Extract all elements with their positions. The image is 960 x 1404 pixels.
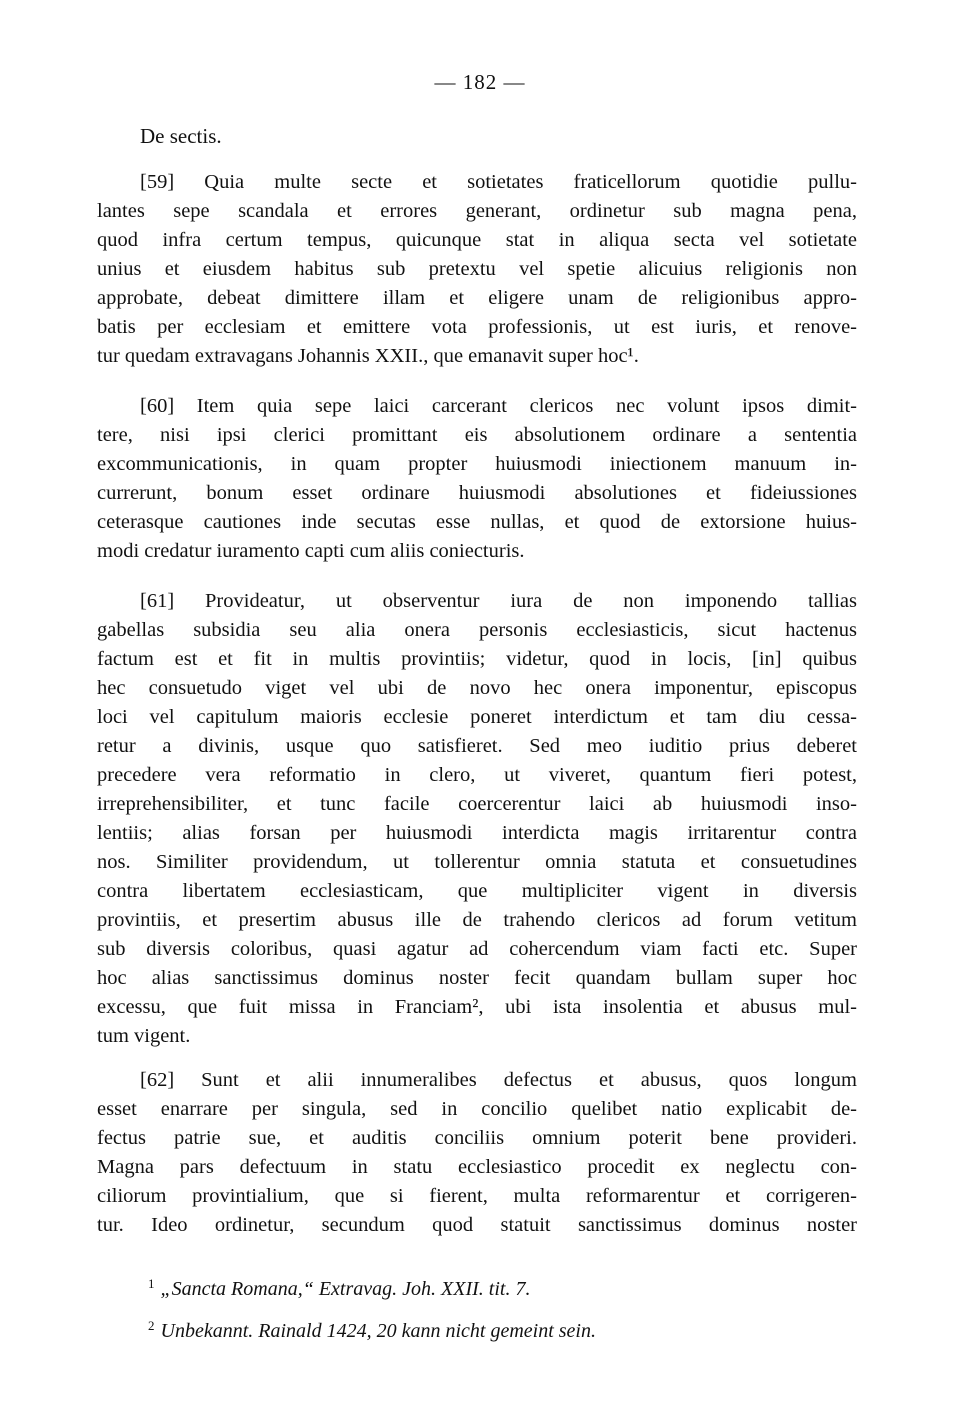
text-line: tur quedam extravagans Johannis XXII., que emanavit super hoc¹. bbox=[97, 345, 639, 367]
text-line: retur a divinis, usque quo satisfieret. Sed meo iuditio prius deberet bbox=[97, 735, 857, 757]
text-line: lantes sepe scandala et errores generant, ordinetur sub magna pena, bbox=[97, 200, 857, 222]
text-line: hoc alias sanctissimus dominus noster fecit quandam bullam super hoc bbox=[97, 967, 857, 989]
text-line: [62] Sunt et alii innumeralibes defectus et abusus, quos longum bbox=[140, 1069, 857, 1091]
text-line: esset enarrare per singula, sed in concilio quelibet natio explicabit de- bbox=[97, 1098, 857, 1120]
text-line: batis per ecclesiam et emittere vota professionis, ut est iuris, et renove- bbox=[97, 316, 857, 338]
text-line: provintiis, et presertim abusus ille de trahendo clericos ad forum vetitum bbox=[97, 909, 857, 931]
text-line: [60] Item quia sepe laici carcerant clericos nec volunt ipsos dimit- bbox=[140, 395, 857, 417]
text-line: modi credatur iuramento capti cum aliis coniecturis. bbox=[97, 540, 525, 562]
text-line: sub diversis coloribus, quasi agatur ad cohercendum viam facti etc. Super bbox=[97, 938, 857, 960]
text-line: tere, nisi ipsi clerici promittant eis absolutionem ordinare a sententia bbox=[97, 424, 857, 446]
text-line: nos. Similiter providendum, ut tollerentur omnia statuta et consuetudines bbox=[97, 851, 857, 873]
footnote-mark: 2 bbox=[148, 1318, 155, 1333]
footnote bbox=[148, 1270, 848, 1298]
text-line: tum vigent. bbox=[97, 1025, 191, 1047]
footnote-text: „Sancta Romana,“ Extravag. Joh. XXII. tit. 7. bbox=[160, 1278, 531, 1300]
text-line: excessu, que fuit missa in Franciam², ubi ista insolentia et abusus mul- bbox=[97, 996, 857, 1018]
section-heading: De sectis. bbox=[140, 124, 222, 148]
text-line: hec consuetudo viget vel ubi de novo hec onera imponentur, episcopus bbox=[97, 677, 857, 699]
text-line: Magna pars defectuum in statu ecclesiastico procedit ex neglectu con- bbox=[97, 1156, 857, 1178]
text-line: [61] Provideatur, ut observentur iura de non imponendo tallias bbox=[140, 590, 857, 612]
text-line: excommunicationis, in quam propter huiusmodi iniectionem manuum in- bbox=[97, 453, 857, 475]
text-line: irreprehensibiliter, et tunc facile coercerentur laici ab huiusmodi inso- bbox=[97, 793, 857, 815]
footnote bbox=[148, 1312, 848, 1340]
footnote-text: Unbekannt. Rainald 1424, 20 kann nicht gemeint sein. bbox=[160, 1320, 596, 1342]
text-line: ceterasque cautiones inde secutas esse nullas, et quod de extorsione huius- bbox=[97, 511, 857, 533]
text-line: ciliorum provintialium, que si fierent, multa reformarentur et corrigeren- bbox=[97, 1185, 857, 1207]
text-line: contra libertatem ecclesiasticam, que multipliciter vigent in diversis bbox=[97, 880, 857, 902]
text-line: approbate, debeat dimittere illam et eligere unam de religionibus appro- bbox=[97, 287, 857, 309]
text-line: quod infra certum tempus, quicunque stat in aliqua secta vel sotietate bbox=[97, 229, 857, 251]
text-line: lentiis; alias forsan per huiusmodi interdicta magis irritarentur contra bbox=[97, 822, 857, 844]
text-line: currerunt, bonum esset ordinare huiusmodi absolutiones et fideiussiones bbox=[97, 482, 857, 504]
text-line: precedere vera reformatio in clero, ut viveret, quantum fieri potest, bbox=[97, 764, 857, 786]
footnote-mark: 1 bbox=[148, 1276, 155, 1291]
text-line: factum est et fit in multis provintiis; videtur, quod in locis, [in] quibus bbox=[97, 648, 857, 670]
page-number: — 182 — bbox=[434, 70, 526, 94]
text-line: tur. Ideo ordinetur, secundum quod statuit sanctissimus dominus noster bbox=[97, 1214, 857, 1236]
text-line: [59] Quia multe secte et sotietates fraticellorum quotidie pullu- bbox=[140, 171, 857, 193]
text-line: loci vel capitulum maioris ecclesie poneret interdictum et tam diu cessa- bbox=[97, 706, 857, 728]
text-line: gabellas subsidia seu alia onera personis ecclesiasticis, sicut hactenus bbox=[97, 619, 857, 641]
text-line: unius et eiusdem habitus sub pretextu vel spetie alicuius religionis non bbox=[97, 258, 857, 280]
text-line: fectus patrie sue, et auditis conciliis omnium poterit bene provideri. bbox=[97, 1127, 857, 1149]
